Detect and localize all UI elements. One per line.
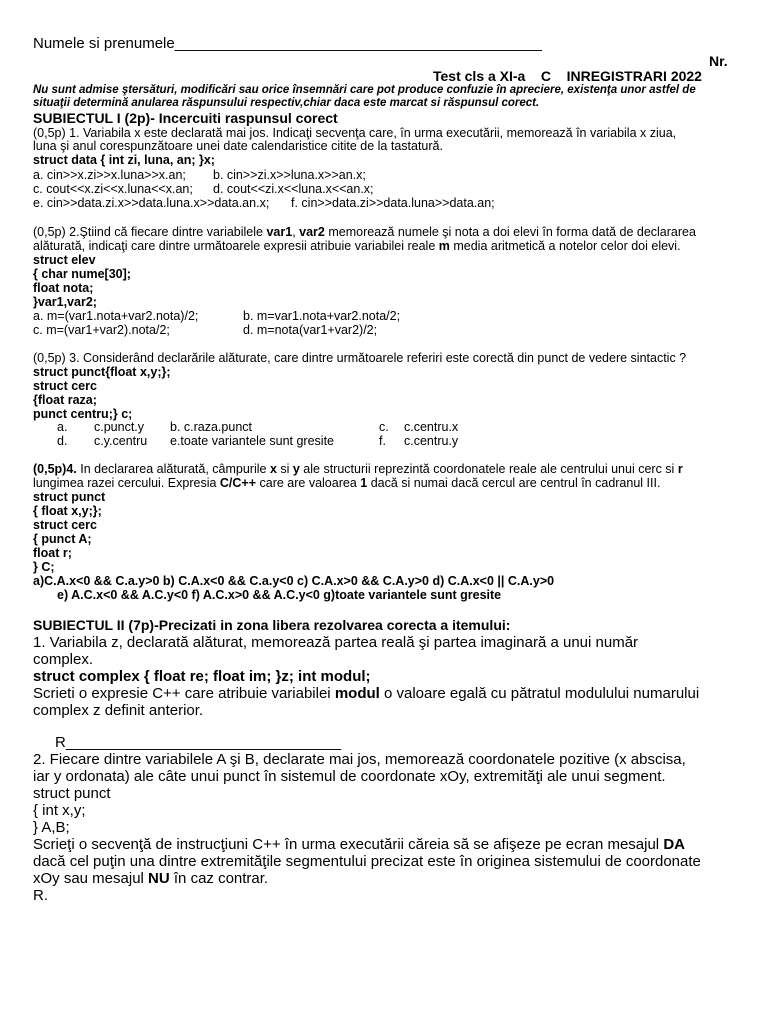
item2-task-line-2: dacă cel puţin una dintre extremităţile segmentului precizat este în originea sistemului de coordonate — [33, 853, 701, 870]
item1-task-text: Scrieti o expresie C++ care atribuie variabilei — [33, 685, 335, 702]
q2-var-m: m — [438, 239, 450, 253]
q4-code-4: { punct A; — [33, 532, 92, 546]
q3-code-1: struct punct{float x,y;}; — [33, 365, 171, 379]
item1-line-1: 1. Variabila z, declarată alăturat, memorează partea reală şi partea imaginară a unui număr — [33, 634, 639, 651]
q2-code-2: { char nume[30]; — [33, 267, 131, 281]
q1-line-2: luna şi anul corespunzătoare unei date calendaristice citite de la tastatură. — [33, 139, 443, 153]
q4-points: (0,5p)4. — [33, 462, 77, 476]
q4-code-6: } C; — [33, 560, 55, 574]
q3-option-a[interactable]: c.punct.y — [94, 420, 145, 434]
q2-code-1: struct elev — [33, 253, 96, 267]
q3-option-d-label: d. — [57, 434, 68, 448]
item2-line-2: iar y ordonata) ale câte unui punct în sistemul de coordonate xOy, extremităţi ale unui segment. — [33, 768, 666, 785]
q1-option-a[interactable]: a. cin>>x.zi>>x.luna>>x.an; — [33, 168, 186, 182]
item1-answer-line[interactable]: R_________________________________ — [55, 734, 342, 751]
q4-code-5: float r; — [33, 546, 72, 560]
q4-text-d: ale structurii reprezintă coordonatele reale ale centrului unui cerc si — [299, 462, 678, 476]
q1-line-1: (0,5p) 1. Variabila x este declarată mai jos. Indicaţi secvenţa care, în urma executării, memorează în variabila x ziua, — [33, 126, 677, 140]
item1-modul: modul — [334, 685, 380, 702]
subject2-title: SUBIECTUL II (7p)-Precizati in zona libera rezolvarea corecta a itemului: — [33, 617, 511, 633]
test-variant: C — [540, 68, 552, 84]
q4-one: 1 — [360, 476, 368, 490]
q3-code-4: punct centru;} c; — [33, 407, 133, 421]
q3-option-f-label: f. — [379, 434, 386, 448]
q3-option-a-label: a. — [57, 420, 68, 434]
q4-code-1: struct punct — [33, 490, 106, 504]
item1-code: struct complex { float re; float im; }z; int modul; — [33, 668, 371, 685]
item2-line-1: 2. Fiecare dintre variabilele A şi B, declarate mai jos, memorează coordonatele pozitive (x abscisa, — [33, 751, 686, 768]
q2-code-3: float nota; — [33, 281, 94, 295]
item2-nu: NU — [148, 870, 170, 887]
test-registration: INREGISTRARI 2022 — [566, 68, 702, 84]
q3-option-c-label: c. — [379, 420, 389, 434]
q2-var2: var2 — [299, 225, 325, 239]
warning-line-1: Nu sunt admise ştersături, modificări sau orice însemnări care pot produce confuzie în apreciere, existenţa unor astfel de — [33, 84, 696, 96]
q1-option-b[interactable]: b. cin>>zi.x>>luna.x>>an.x; — [213, 168, 366, 182]
q4-options-row-1[interactable]: a)C.A.x<0 && C.a.y>0 b) C.A.x<0 && C.a.y<0 c) C.A.x>0 && C.A.y>0 d) C.A.x<0 || C.A.y>0 — [33, 574, 555, 588]
q4-line-2 — [33, 477, 660, 490]
q2-var1: var1 — [266, 225, 293, 239]
q3-line-1: (0,5p) 3. Considerând declarările alăturate, care dintre următoarele referiri este corectă din punct de vedere sintactic ? — [33, 351, 687, 365]
item2-code-1: struct punct — [33, 785, 111, 802]
q4-line2-text-c: dacă si numai dacă cercul are centrul în cadranul III. — [367, 476, 661, 490]
q2-option-b[interactable]: b. m=var1.nota+var2.nota/2; — [243, 309, 401, 323]
q4-line-1 — [33, 463, 683, 476]
q4-y: y — [292, 462, 300, 476]
q2-line2-text: alăturată, indicaţi care dintre următoarele expresii atribuie variabilei reale — [33, 239, 439, 253]
item2-answer[interactable]: R. — [33, 887, 48, 904]
item2-da: DA — [663, 836, 685, 853]
q4-options-row-2[interactable]: e) A.C.x<0 && A.C.y<0 f) A.C.x>0 && A.C.y<0 g)toate variantele sunt gresite — [57, 588, 502, 602]
q1-option-e[interactable]: e. cin>>data.zi.x>>data.luna.x>>data.an.x; — [33, 196, 270, 210]
subject1-title: SUBIECTUL I (2p)- Incercuiti raspunsul corect — [33, 110, 338, 126]
test-title-text: Test cls a XI-a — [433, 68, 526, 84]
q2-line2-text-b: media aritmetică a notelor celor doi elevi. — [449, 239, 681, 253]
q1-option-d[interactable]: d. cout<<zi.x<<luna.x<<an.x; — [213, 182, 374, 196]
q2-option-a[interactable]: a. m=(var1.nota+var2.nota)/2; — [33, 309, 199, 323]
q3-option-e[interactable]: e.toate variantele sunt gresite — [170, 434, 334, 448]
q2-code-4: }var1,var2; — [33, 295, 97, 309]
q4-cpp: C/C++ — [219, 476, 257, 490]
item1-line-2: complex. — [33, 651, 94, 668]
q2-option-d[interactable]: d. m=nota(var1+var2)/2; — [243, 323, 378, 337]
item1-task-line-1 — [33, 686, 699, 702]
q3-option-b[interactable]: b. c.raza.punct — [170, 420, 252, 434]
q1-option-c[interactable]: c. cout<<x.zi<<x.luna<<x.an; — [33, 182, 193, 196]
item2-code-3: } A,B; — [33, 819, 70, 836]
q1-option-f[interactable]: f. cin>>data.zi>>data.luna>>data.an; — [291, 196, 495, 210]
q3-option-f[interactable]: c.centru.y — [404, 434, 459, 448]
number-label: Nr. — [709, 53, 728, 69]
item2-task-line-3 — [33, 871, 268, 887]
item2-task-text-3: xOy sau mesajul — [33, 870, 149, 887]
warning-line-2: situaţii determină anularea răspunsului respectiv,chiar daca este marcat si răspunsul corect. — [33, 97, 540, 109]
q4-code-2: { float x,y;}; — [33, 504, 102, 518]
q3-option-d[interactable]: c.y.centru — [94, 434, 148, 448]
item2-task-line-1 — [33, 837, 685, 853]
test-title — [433, 69, 702, 84]
q3-code-3: {float raza; — [33, 393, 97, 407]
q4-text: In declararea alăturată, câmpurile — [76, 462, 270, 476]
q3-code-2: struct cerc — [33, 379, 97, 393]
q4-line2-text: lungimea razei cercului. Expresia — [33, 476, 220, 490]
item2-code-2: { int x,y; — [33, 802, 86, 819]
q1-code: struct data { int zi, luna, an; }x; — [33, 153, 215, 167]
q3-option-c[interactable]: c.centru.x — [404, 420, 459, 434]
item2-task-text-3b: în caz contrar. — [169, 870, 269, 887]
q4-line2-text-b: care are valoarea — [256, 476, 361, 490]
item1-task-line-2: complex z definit anterior. — [33, 702, 204, 719]
item2-task-text: Scrieţi o secvenţă de instrucţiuni C++ în urma executării căreia să se afişeze pe ecran mesajul — [33, 836, 664, 853]
q2-text: (0,5p) 2.Ştiind că fiecare dintre variabilele — [33, 225, 267, 239]
q2-text-b: memorează numele şi nota a doi elevi în forma dată de declararea — [324, 225, 696, 239]
name-line: Numele si prenumele____________________________________________ — [33, 35, 542, 52]
q4-si: si — [276, 462, 293, 476]
q4-x: x — [269, 462, 277, 476]
q2-sep: , — [292, 225, 300, 239]
q4-code-3: struct cerc — [33, 518, 97, 532]
q2-line-1 — [33, 226, 696, 239]
q2-line-2 — [33, 240, 681, 253]
q4-r: r — [677, 462, 683, 476]
q2-option-c[interactable]: c. m=(var1+var2).nota/2; — [33, 323, 170, 337]
item1-task-text-b: o valoare egală cu pătratul modulului numarului — [379, 685, 700, 702]
